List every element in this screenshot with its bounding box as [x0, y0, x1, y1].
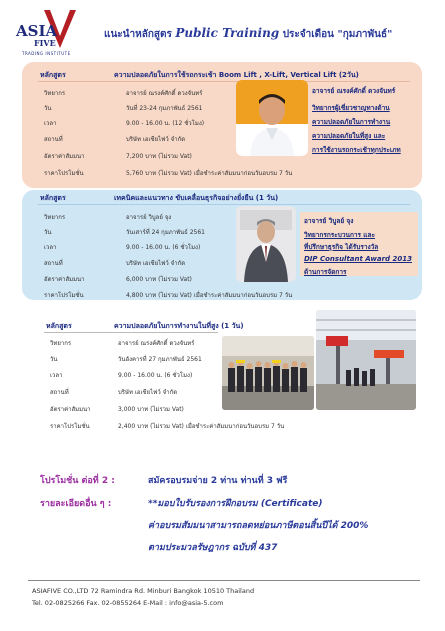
speaker-2-bio-line-1: อาจารย์ วิบูลย์ จุง [304, 217, 354, 225]
speaker-1-bio-line-5: การใช้งานรถกระเช้าทุกประเภท [312, 146, 401, 154]
course-3-fee-value: 3,000 บาท (ไม่รวม Vat) [118, 406, 184, 413]
speaker-2-bio-line-4: DIP Consultant Award 2013 [304, 255, 412, 263]
course-2-date-value: วันเสาร์ที่ 24 กุมภาพันธ์ 2561 [126, 229, 205, 236]
course-1-fee-label: อัตราค่าสัมมนา [44, 153, 85, 160]
course-2-promo-value: 4,800 บาท (ไม่รวม Vat) เมื่อชำระค่าสัมมนาก่อนวันอบรม 7 วัน [126, 292, 293, 299]
course-1-fee-value: 7,200 บาท (ไม่รวม Vat) [126, 153, 192, 160]
speaker-2-bio-line-3: ที่ปรึกษาธุรกิจ ได้รับรางวัล [304, 243, 379, 251]
course-3-promo-label: ราคาโปรโมชั่น [50, 423, 90, 430]
footer-divider [28, 580, 420, 581]
asiafive-logo [14, 8, 92, 58]
course-1-venue-value: บริษัท เอเชียไฟว์ จำกัด [126, 136, 186, 143]
course-3-speaker-label: วิทยากร [50, 340, 72, 347]
promotion-label: โปรโมชั่น ต่อที่ 2 : [40, 476, 115, 486]
course-2-date-label: วัน [44, 229, 52, 236]
course-2-time-value: 9.00 - 16.00 น. (6 ชั่วโมง) [126, 244, 201, 251]
course-2-venue-label: สถานที่ [44, 260, 63, 267]
speaker-1-bio-line-1: อาจารย์ ณรงค์ศักดิ์ ดวงจันทร์ [312, 87, 396, 95]
speaker-1-bio-line-4: ความปลอดภัยในที่สูง และ [312, 132, 386, 140]
title-suffix: ประจำเดือน "กุมภาพันธ์" [282, 29, 393, 40]
title-prefix: แนะนำหลักสูตร [104, 29, 172, 40]
course-3-speaker-value: อาจารย์ ณรงค์ศักดิ์ ดวงจันทร์ [118, 340, 195, 347]
speaker-2-bio-line-5: ด้านการจัดการ [304, 268, 347, 276]
course-2-label: หลักสูตร [40, 194, 66, 202]
course-3-time-value: 9.00 - 16.00 น. (6 ชั่วโมง) [118, 372, 193, 379]
course-3-label: หลักสูตร [46, 322, 72, 330]
course-3-promo-value: 2,400 บาท (ไม่รวม Vat) เมื่อชำระค่าสัมมนาก่อนวันอบรม 7 วัน [118, 423, 285, 430]
course-2-venue-value: บริษัท เอเชียไฟว์ จำกัด [126, 260, 186, 267]
course-3-divider [44, 332, 218, 333]
course-2-name: เทคนิคและแนวทาง ขับเคลื่อนธุรกิจอย่างยั่งยืน (1 วัน) [114, 194, 279, 202]
course-2-divider [38, 204, 410, 205]
course-1-speaker-value: อาจารย์ ณรงค์ศักดิ์ ดวงจันทร์ [126, 90, 203, 97]
course-3-venue-value: บริษัท เอเชียไฟว์ จำกัด [118, 389, 178, 396]
course-1-promo-value: 5,760 บาท (ไม่รวม Vat) เมื่อชำระค่าสัมมนาก่อนวันอบรม 7 วัน [126, 170, 293, 177]
training-lift-photo [316, 310, 416, 410]
course-1-time-label: เวลา [44, 120, 57, 127]
course-2-speaker-label: วิทยากร [44, 214, 66, 221]
course-3-date-value: วันอังคารที่ 27 กุมภาพันธ์ 2561 [118, 356, 202, 363]
course-1-time-value: 9.00 - 16.00 น. (12 ชั่วโมง) [126, 120, 205, 127]
course-3-date-label: วัน [50, 356, 58, 363]
details-label: รายละเอียดอื่น ๆ : [40, 499, 112, 509]
course-3-name: ความปลอดภัยในการทำงานในที่สูง (1 วัน) [114, 322, 244, 330]
course-2-speaker-value: อาจารย์ วิบูลย์ จุง [126, 214, 172, 221]
course-3-fee-label: อัตราค่าสัมมนา [50, 406, 91, 413]
course-1-date-value: วันที่ 23-24 กุมภาพันธ์ 2561 [126, 105, 203, 112]
speaker-2-photo [236, 206, 296, 282]
speaker-1-bio-line-3: ความปลอดภัยในการทำงาน [312, 118, 391, 126]
course-1-speaker-label: วิทยากร [44, 90, 66, 97]
course-2-time-label: เวลา [44, 244, 57, 251]
training-group-photo [222, 336, 314, 410]
course-1-divider [38, 81, 410, 82]
course-3-time-label: เวลา [50, 372, 63, 379]
details-line-2: ค่าอบรมสัมมนาสามารถลดหย่อนภาษีตอนสิ้นปีได้ 200% [148, 521, 369, 531]
course-1-date-label: วัน [44, 105, 52, 112]
speaker-1-bio-line-2: วิทยากรผู้เชี่ยวชาญทางด้าน [312, 104, 390, 112]
footer-contact: Tel. 02-0825266 Fax. 02-0855264 E-Mail : info@asia-5.com [32, 599, 224, 607]
promotion-text: สมัครอบรมจ่าย 2 ท่าน ท่านที่ 3 ฟรี [148, 476, 288, 486]
logo-institute-text: TRADING INSTITUTE [22, 51, 71, 56]
course-1-promo-label: ราคาโปรโมชั่น [44, 170, 84, 177]
page-title [104, 26, 392, 42]
course-3-venue-label: สถานที่ [50, 389, 69, 396]
course-1-name: ความปลอดภัยในการใช้รถกระเช้า Boom Lift , X-Lift, Vertical Lift (2วัน) [114, 71, 359, 79]
title-italic: Public Training [175, 26, 280, 40]
footer-address: ASIAFIVE CO.,LTD 72 Ramindra Rd. Minburi Bangkok 10510 Thailand [32, 587, 255, 595]
course-2-fee-value: 6,000 บาท (ไม่รวม Vat) [126, 276, 192, 283]
details-line-3: ตามประมวลรัษฎากร ฉบับที่ 437 [148, 543, 278, 553]
speaker-1-photo [236, 80, 308, 156]
logo-brand-text-2: FIVE [34, 38, 56, 48]
logo-brand-text: ASIA [16, 22, 58, 40]
course-1-label: หลักสูตร [40, 71, 66, 79]
course-2-fee-label: อัตราค่าสัมมนา [44, 276, 85, 283]
details-line-1: **มอบใบรับรองการฝึกอบรม (Certificate) [148, 499, 323, 509]
speaker-2-bio-line-2: วิทยากรกระบวนการ และ [304, 231, 375, 239]
course-2-promo-label: ราคาโปรโมชั่น [44, 292, 84, 299]
course-1-venue-label: สถานที่ [44, 136, 63, 143]
